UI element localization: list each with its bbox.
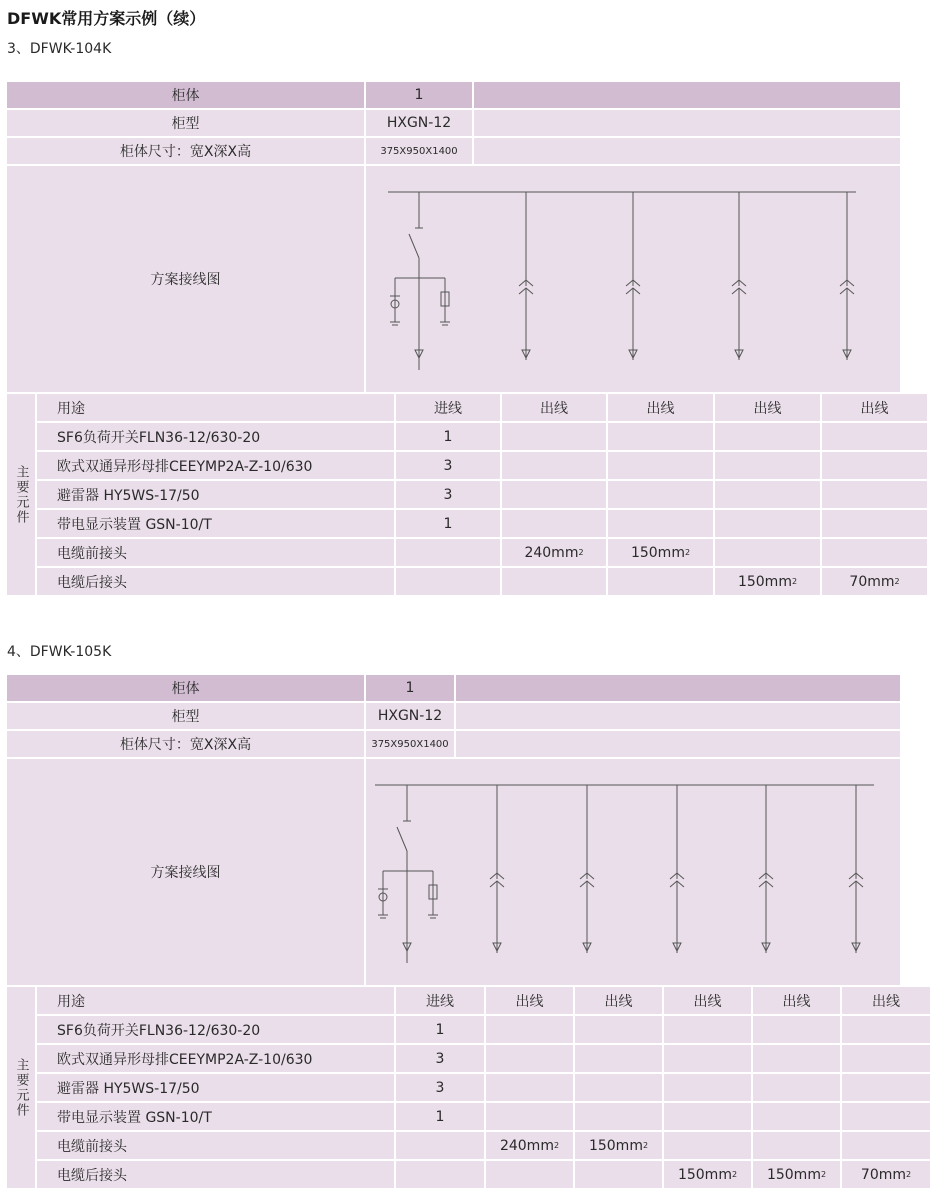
- value-text: 150mm: [588, 1137, 643, 1154]
- component-value: [486, 1132, 573, 1159]
- component-value: [842, 1132, 930, 1159]
- component-value: [842, 1045, 930, 1072]
- component-value: [396, 452, 500, 479]
- component-name: 电缆前接头: [37, 1132, 394, 1159]
- component-value: [502, 568, 606, 595]
- component-name: 欧式双通异形母排CEEYMP2A-Z-10/630: [37, 1045, 394, 1072]
- component-value: [486, 1103, 573, 1130]
- component-value: [575, 1016, 662, 1043]
- usage-col-0: 进线: [396, 394, 500, 421]
- component-value: [715, 423, 820, 450]
- component-value: [486, 1161, 573, 1188]
- component-value: [502, 423, 606, 450]
- type-label: 柜型: [7, 110, 364, 136]
- component-value: [502, 510, 606, 537]
- value-text: 1: [443, 515, 453, 532]
- usage-label: 用途: [37, 394, 394, 421]
- value-text: 240mm: [499, 1137, 554, 1154]
- size-label: 柜体尺寸：宽X深X高: [7, 138, 364, 164]
- size-value: 375X950X1400: [366, 731, 454, 757]
- value-text: 3: [443, 486, 453, 503]
- component-value: [664, 1074, 751, 1101]
- component-value: [664, 1132, 751, 1159]
- component-name: 欧式双通异形母排CEEYMP2A-Z-10/630: [37, 452, 394, 479]
- unit-superscript: 2: [553, 1141, 560, 1150]
- value-text: 3: [435, 1050, 445, 1067]
- component-value: [715, 481, 820, 508]
- diagram-label: 方案接线图: [7, 759, 364, 985]
- type-rest: [474, 110, 900, 136]
- component-value: [842, 1103, 930, 1130]
- component-value: [608, 423, 713, 450]
- component-value: [575, 1103, 662, 1130]
- component-value: [608, 510, 713, 537]
- component-value: [486, 1016, 573, 1043]
- usage-col-3: 出线: [664, 987, 751, 1014]
- component-value: [715, 510, 820, 537]
- component-name: 电缆后接头: [37, 1161, 394, 1188]
- component-value: [842, 1161, 930, 1188]
- component-value: [608, 452, 713, 479]
- component-value: [822, 481, 927, 508]
- component-value: [715, 452, 820, 479]
- component-value: [396, 481, 500, 508]
- value-text: 1: [443, 428, 453, 445]
- component-value: [396, 1045, 484, 1072]
- switch-blade: [397, 827, 407, 851]
- component-value: [608, 568, 713, 595]
- component-value: [502, 539, 606, 566]
- component-value: [396, 1132, 484, 1159]
- unit-superscript: 2: [642, 1141, 649, 1150]
- diagram-label: 方案接线图: [7, 166, 364, 392]
- value-text: 150mm: [677, 1166, 732, 1183]
- component-value: [575, 1132, 662, 1159]
- unit-superscript: 2: [820, 1170, 827, 1179]
- unit-superscript: 2: [894, 577, 900, 586]
- component-value: [753, 1103, 840, 1130]
- component-value: [502, 452, 606, 479]
- component-value: [502, 481, 606, 508]
- section-heading-105k: 4、DFWK-105K: [7, 644, 112, 660]
- component-value: [822, 568, 927, 595]
- cabinet-label: 柜体: [7, 675, 364, 701]
- unit-superscript: 2: [578, 548, 584, 557]
- type-rest: [456, 703, 900, 729]
- cabinet-rest: [474, 82, 900, 108]
- component-value: [753, 1045, 840, 1072]
- usage-label: 用途: [37, 987, 394, 1014]
- unit-superscript: 2: [731, 1170, 738, 1179]
- component-name: 避雷器 HY5WS-17/50: [37, 1074, 394, 1101]
- cabinet-label: 柜体: [7, 82, 364, 108]
- usage-col-4: 出线: [822, 394, 927, 421]
- value-text: 1: [435, 1108, 445, 1125]
- usage-col-3: 出线: [715, 394, 820, 421]
- scheme-table-105k: [7, 675, 912, 1187]
- unit-superscript: 2: [791, 577, 798, 586]
- component-name: 带电显示装置 GSN-10/T: [37, 510, 394, 537]
- component-value: [822, 423, 927, 450]
- value-text: 3: [435, 1079, 445, 1096]
- component-value: [396, 1016, 484, 1043]
- component-value: [664, 1103, 751, 1130]
- component-value: [396, 423, 500, 450]
- component-value: [753, 1132, 840, 1159]
- type-value: HXGN-12: [366, 703, 454, 729]
- cabinet-value: 1: [366, 82, 472, 108]
- main-components-label: 主要元件: [7, 394, 35, 595]
- component-value: [608, 481, 713, 508]
- component-value: [396, 1161, 484, 1188]
- component-value: [396, 539, 500, 566]
- component-value: [396, 1103, 484, 1130]
- value-text: 150mm: [737, 573, 792, 590]
- type-value: HXGN-12: [366, 110, 472, 136]
- component-value: [608, 539, 713, 566]
- component-value: [664, 1016, 751, 1043]
- wiring-diagram: [366, 166, 900, 392]
- section-heading-104k: 3、DFWK-104K: [7, 41, 112, 57]
- component-value: [842, 1016, 930, 1043]
- wiring-diagram: [366, 759, 900, 985]
- cabinet-rest: [456, 675, 900, 701]
- component-value: [753, 1016, 840, 1043]
- component-value: [822, 452, 927, 479]
- value-text: 70mm: [860, 1166, 906, 1183]
- scheme-table-104k: [7, 82, 900, 594]
- component-value: [396, 510, 500, 537]
- component-value: [396, 1074, 484, 1101]
- component-value: [715, 568, 820, 595]
- size-label: 柜体尺寸：宽X深X高: [7, 731, 364, 757]
- component-name: SF6负荷开关FLN36-12/630-20: [37, 423, 394, 450]
- value-text: 150mm: [766, 1166, 821, 1183]
- usage-col-2: 出线: [575, 987, 662, 1014]
- component-value: [822, 539, 927, 566]
- switch-blade: [409, 234, 419, 258]
- size-rest: [456, 731, 900, 757]
- component-value: [753, 1074, 840, 1101]
- value-text: 70mm: [849, 573, 895, 590]
- value-text: 240mm: [524, 544, 579, 561]
- usage-col-1: 出线: [486, 987, 573, 1014]
- usage-col-0: 进线: [396, 987, 484, 1014]
- usage-col-2: 出线: [608, 394, 713, 421]
- component-value: [664, 1161, 751, 1188]
- value-text: 150mm: [630, 544, 685, 561]
- component-name: 避雷器 HY5WS-17/50: [37, 481, 394, 508]
- component-name: SF6负荷开关FLN36-12/630-20: [37, 1016, 394, 1043]
- component-value: [486, 1045, 573, 1072]
- component-value: [664, 1045, 751, 1072]
- component-value: [575, 1161, 662, 1188]
- usage-col-4: 出线: [753, 987, 840, 1014]
- value-text: 3: [443, 457, 453, 474]
- value-text: 1: [435, 1021, 445, 1038]
- unit-superscript: 2: [684, 548, 691, 557]
- cabinet-value: 1: [366, 675, 454, 701]
- component-value: [842, 1074, 930, 1101]
- component-value: [753, 1161, 840, 1188]
- size-value: 375X950X1400: [366, 138, 472, 164]
- component-value: [396, 568, 500, 595]
- usage-col-5: 出线: [842, 987, 930, 1014]
- component-name: 电缆前接头: [37, 539, 394, 566]
- component-name: 电缆后接头: [37, 568, 394, 595]
- component-value: [715, 539, 820, 566]
- component-value: [822, 510, 927, 537]
- component-value: [575, 1074, 662, 1101]
- page-title: DFWK常用方案示例（续）: [7, 9, 206, 28]
- component-value: [575, 1045, 662, 1072]
- size-rest: [474, 138, 900, 164]
- type-label: 柜型: [7, 703, 364, 729]
- component-name: 带电显示装置 GSN-10/T: [37, 1103, 394, 1130]
- main-components-label: 主要元件: [7, 987, 35, 1188]
- component-value: [486, 1074, 573, 1101]
- unit-superscript: 2: [906, 1170, 912, 1179]
- usage-col-1: 出线: [502, 394, 606, 421]
